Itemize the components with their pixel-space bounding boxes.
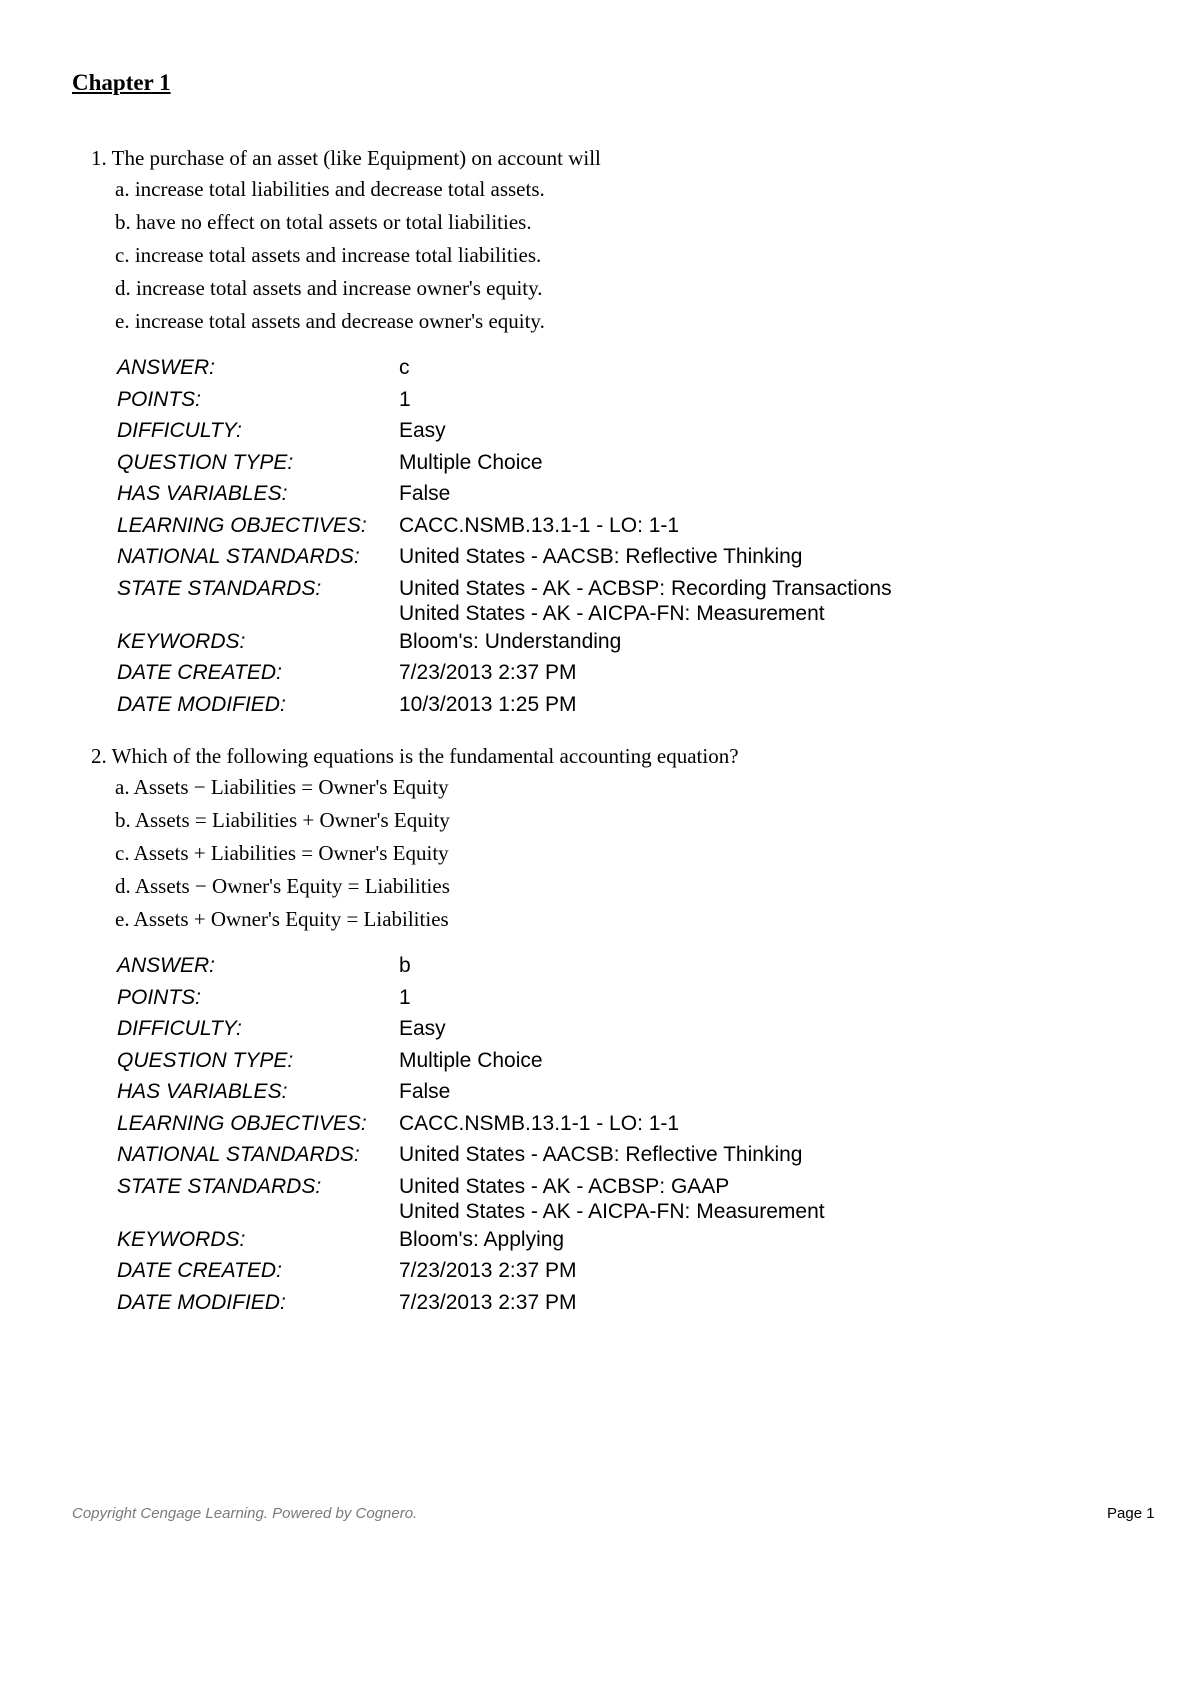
answer-row	[117, 950, 825, 982]
option-a: a. increase total liabilities and decrease total assets.	[115, 177, 545, 201]
has-variables-label: HAS VARIABLES:	[117, 482, 288, 505]
chapter-title: Chapter 1	[72, 70, 171, 95]
difficulty-label: DIFFICULTY:	[117, 1017, 242, 1040]
date-created-row	[117, 657, 892, 689]
date-created-label: DATE CREATED:	[117, 661, 282, 684]
answer-row	[117, 352, 892, 384]
points-value: 1	[399, 985, 411, 1009]
state-standards-row	[117, 573, 892, 626]
question-type-value: Multiple Choice	[399, 1048, 543, 1072]
option-b: b. have no effect on total assets or total liabilities.	[115, 210, 532, 234]
has-variables-row	[117, 478, 892, 510]
option-c: c. Assets + Liabilities = Owner's Equity	[115, 841, 449, 865]
date-created-value: 7/23/2013 2:37 PM	[399, 661, 577, 684]
date-created-label: DATE CREATED:	[117, 1259, 282, 1282]
difficulty-label: DIFFICULTY:	[117, 419, 242, 442]
state-standards-row	[117, 1171, 825, 1224]
state-standards-label: STATE STANDARDS:	[117, 576, 322, 600]
learning-objectives-value: CACC.NSMB.13.1-1 - LO: 1-1	[399, 513, 680, 537]
question-text: 1. The purchase of an asset (like Equipment) on account will	[91, 146, 601, 170]
difficulty-row	[117, 1013, 825, 1045]
question-type-row	[117, 447, 892, 479]
answer-label: ANSWER:	[117, 356, 216, 379]
keywords-value: Bloom's: Understanding	[399, 629, 622, 653]
answer-label: ANSWER:	[117, 954, 216, 977]
state-standards-value	[399, 573, 892, 626]
question-type-label: QUESTION TYPE:	[117, 450, 294, 474]
question-text: 2. Which of the following equations is the fundamental accounting equation?	[91, 744, 739, 768]
keywords-row	[117, 626, 892, 658]
option-d: d. Assets − Owner's Equity = Liabilities	[115, 874, 450, 898]
date-created-row	[117, 1255, 825, 1287]
difficulty-row	[117, 415, 892, 447]
points-row	[117, 982, 825, 1014]
state-standard-item: United States - AK - AICPA-FN: Measurement	[399, 601, 825, 625]
state-standard-item: United States - AK - AICPA-FN: Measurement	[399, 1199, 825, 1223]
national-standards-label: NATIONAL STANDARDS:	[117, 1143, 360, 1166]
date-modified-value: 7/23/2013 2:37 PM	[399, 1290, 577, 1314]
keywords-label: KEYWORDS:	[117, 1227, 246, 1251]
date-modified-row	[117, 1287, 825, 1319]
difficulty-value: Easy	[399, 1017, 446, 1040]
learning-objectives-row	[117, 1108, 825, 1140]
keywords-label: KEYWORDS:	[117, 629, 246, 653]
difficulty-value: Easy	[399, 419, 446, 442]
option-e: e. increase total assets and decrease owner's equity.	[115, 309, 545, 333]
state-standard-item: United States - AK - ACBSP: GAAP	[399, 1174, 730, 1198]
national-standards-row	[117, 1139, 825, 1171]
date-modified-label: DATE MODIFIED:	[117, 1290, 286, 1314]
question-2-metadata	[117, 950, 825, 1318]
keywords-value: Bloom's: Applying	[399, 1227, 565, 1251]
state-standards-value	[399, 1171, 825, 1224]
national-standards-value: United States - AACSB: Reflective Thinking	[399, 1143, 803, 1166]
date-modified-value: 10/3/2013 1:25 PM	[399, 692, 577, 716]
copyright-notice: Copyright Cengage Learning. Powered by Cognero.	[72, 1505, 418, 1522]
national-standards-row	[117, 541, 892, 573]
answer-value: c	[399, 356, 410, 379]
national-standards-value: United States - AACSB: Reflective Thinking	[399, 545, 803, 568]
option-b: b. Assets = Liabilities + Owner's Equity	[115, 808, 450, 832]
learning-objectives-value: CACC.NSMB.13.1-1 - LO: 1-1	[399, 1111, 680, 1135]
date-created-value: 7/23/2013 2:37 PM	[399, 1259, 577, 1282]
state-standard-item: United States - AK - ACBSP: Recording Transactions	[399, 576, 892, 600]
option-a: a. Assets − Liabilities = Owner's Equity	[115, 775, 449, 799]
learning-objectives-label: LEARNING OBJECTIVES:	[117, 1111, 367, 1135]
page-number: Page 1	[1107, 1505, 1155, 1522]
state-standards-label: STATE STANDARDS:	[117, 1174, 322, 1198]
date-modified-label: DATE MODIFIED:	[117, 692, 286, 716]
has-variables-label: HAS VARIABLES:	[117, 1080, 288, 1103]
question-1-metadata	[117, 352, 892, 720]
option-c: c. increase total assets and increase total liabilities.	[115, 243, 542, 267]
points-label: POINTS:	[117, 387, 202, 411]
has-variables-value: False	[399, 482, 451, 505]
points-row	[117, 384, 892, 416]
has-variables-value: False	[399, 1080, 451, 1103]
learning-objectives-label: LEARNING OBJECTIVES:	[117, 513, 367, 537]
points-label: POINTS:	[117, 985, 202, 1009]
answer-value: b	[399, 954, 411, 977]
keywords-row	[117, 1224, 825, 1256]
option-d: d. increase total assets and increase owner's equity.	[115, 276, 543, 300]
national-standards-label: NATIONAL STANDARDS:	[117, 545, 360, 568]
question-type-label: QUESTION TYPE:	[117, 1048, 294, 1072]
question-type-value: Multiple Choice	[399, 450, 543, 474]
option-e: e. Assets + Owner's Equity = Liabilities	[115, 907, 449, 931]
question-type-row	[117, 1045, 825, 1077]
has-variables-row	[117, 1076, 825, 1108]
question-2	[91, 741, 1091, 936]
question-1	[91, 143, 1091, 338]
learning-objectives-row	[117, 510, 892, 542]
date-modified-row	[117, 689, 892, 721]
points-value: 1	[399, 387, 411, 411]
